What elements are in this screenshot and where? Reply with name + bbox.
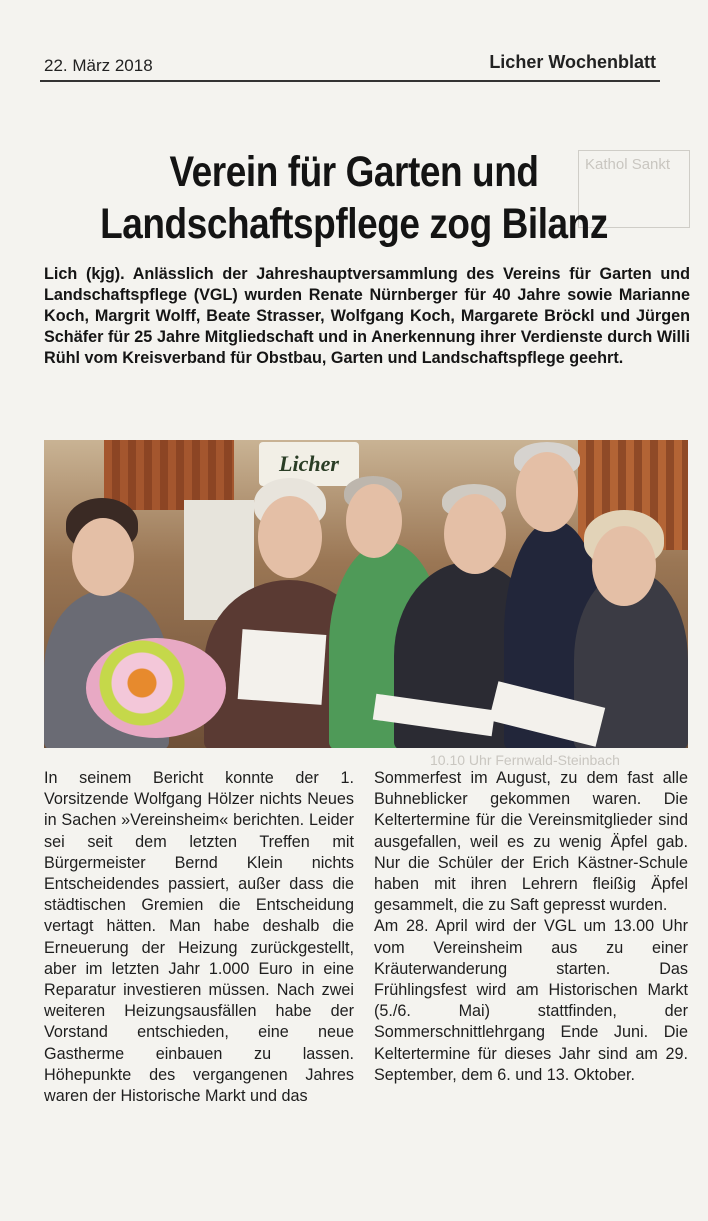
flower-bouquet (86, 638, 226, 738)
header-divider (40, 80, 660, 82)
person-3-head (346, 484, 402, 558)
body-paragraph-3: Am 28. April wird der VGL um 13.00 Uhr vom Vereinsheim aus zu einer Kräuterwanderung starten. Das Frühlingsfest wird am Historischen Markt (5./6. Mai) stattfinden, der Sommerschnittlehrgang Ende Juni. Die Keltertermine für dieses Jahr sind am 29. September, dem 6. und 13. Oktober. (374, 917, 688, 1084)
person-6-head (592, 526, 656, 606)
person-5-head (516, 452, 578, 532)
show-through-box: Kathol Sankt (578, 150, 690, 228)
body-paragraph-2: Sommerfest im August, zu dem fast alle Buhneblicker gekommen waren. Die Keltertermine für die Vereinsmitglieder sind ausgefallen, weil es zu wenig Äpfel gab. Nur die Schüler der Erich Kästner-Schule haben mit ihren Lehrern fleißig Äpfel gesammelt, die zu Saft gepresst wurden. (374, 769, 688, 915)
newspaper-name: Licher Wochenblatt (489, 52, 656, 72)
headline-line-2: Landschaftspflege zog Bilanz (100, 200, 608, 248)
article-headline (87, 146, 620, 250)
article-photo (44, 440, 688, 748)
body-paragraph-1: In seinem Bericht konnte der 1. Vorsitzende Wolfgang Hölzer nichts Neues in Sachen »Vereinsheim« berichten. Leider sei seit dem letzten Treffen mit Bürgermeister Bernd Klein nichts Entscheidendes passiert, außer dass die städtischen Gremien die Entscheidung vertagt hätten. Man habe deshalb die Erneuerung der Heizung zurückgestellt, aber im letzten Jahr 1.000 Euro in eine Reparatur investieren müssen. Nach zwei weiteren Heizungsausfällen habe der Vorstand entschieden, eine neue Gastherme einbauen zu lassen. Höhepunkte des vergangenen Jahres waren der Historische Markt und das (44, 769, 354, 1106)
show-through-caption: 10.10 Uhr Fernwald-Steinbach (430, 752, 620, 768)
headline-line-1: Verein für Garten und (169, 148, 539, 196)
issue-date: 22. März 2018 (44, 56, 153, 75)
person-2-head (258, 496, 322, 578)
photo-licher-sign: Licher (259, 442, 359, 486)
article-column-right (374, 768, 688, 1086)
certificate-1 (238, 629, 327, 705)
person-1-head (72, 518, 134, 596)
article-column-left (44, 768, 354, 1107)
article-lead: Lich (kjg). Anlässlich der Jahreshauptversammlung des Vereins für Garten und Landschaftspflege (VGL) wurden Renate Nürnberger für 40 Jahre sowie Marianne Koch, Margrit Wolff, Beate Strasser, Wolfgang Koch, Margarete Bröckl und Jürgen Schäfer für 25 Jahre Mitgliedschaft und in Anerkennung ihrer Verdienste durch Willi Rühl vom Kreisverband für Obstbau, Garten und Landschaftspflege geehrt. (44, 265, 690, 367)
person-4-head (444, 494, 506, 574)
